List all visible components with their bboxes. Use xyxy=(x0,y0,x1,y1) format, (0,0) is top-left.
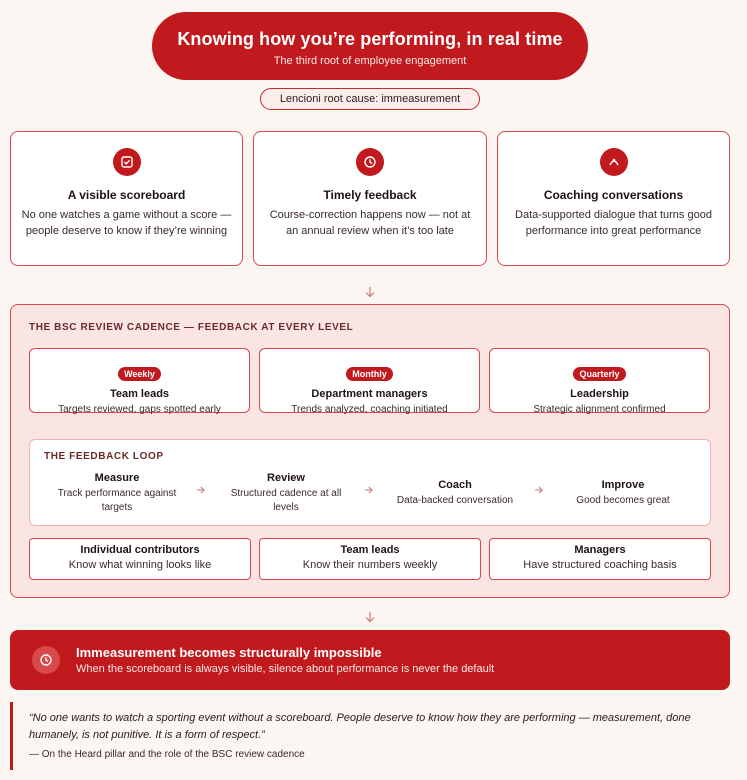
banner-title: Immeasurement becomes structurally impossible xyxy=(76,645,382,660)
banner-description: When the scoreboard is always visible, silence about performance is never the default xyxy=(76,663,495,675)
quote-text: “No one wants to watch a sporting event without a scoreboard. People deserve to know how they are performing — measurement, done humanely, is not punitive. It is a form of respect.” xyxy=(29,712,691,741)
coach-icon xyxy=(600,148,628,176)
arrow-right-icon xyxy=(534,485,544,495)
loop-step-review xyxy=(220,472,352,515)
feedback-loop xyxy=(29,439,711,526)
step-title: Improve xyxy=(601,479,645,491)
step-description: Good becomes great xyxy=(576,495,670,506)
loop-step-improve xyxy=(558,479,688,508)
outcome-description: Know their numbers weekly xyxy=(302,559,438,571)
outcome-title: Individual contributors xyxy=(80,544,200,556)
step-description: Structured cadence at all levels xyxy=(230,488,342,513)
tier-title: Leadership xyxy=(570,388,629,400)
pillar-card-scoreboard xyxy=(10,131,243,266)
outcome-managers xyxy=(489,538,711,580)
arrow-down-icon xyxy=(362,610,378,624)
frequency-badge: Weekly xyxy=(118,367,161,381)
pillar-description: No one watches a game without a score — people deserve to know if they’re winning xyxy=(21,209,232,237)
cadence-label: THE BSC REVIEW CADENCE — FEEDBACK AT EVERY LEVEL xyxy=(29,322,354,333)
arrow-down-icon xyxy=(362,285,378,299)
clock-icon xyxy=(356,148,384,176)
frequency-badge: Monthly xyxy=(346,367,393,381)
loop-step-coach xyxy=(384,479,526,508)
tier-monthly xyxy=(259,348,480,413)
step-title: Coach xyxy=(438,479,472,491)
tier-weekly xyxy=(29,348,250,413)
root-cause-pill: Lencioni root cause: immeasurement xyxy=(260,88,480,110)
outcome-title: Team leads xyxy=(340,544,400,556)
page-title: Knowing how you’re performing, in real time xyxy=(177,29,563,49)
outcome-individual-contributors xyxy=(29,538,251,580)
clock-icon xyxy=(32,646,60,674)
feedback-loop-label: THE FEEDBACK LOOP xyxy=(44,451,164,462)
tier-title: Department managers xyxy=(311,388,428,400)
frequency-badge: Quarterly xyxy=(573,367,625,381)
tier-description: Trends analyzed, coaching initiated xyxy=(291,404,448,415)
tier-title: Team leads xyxy=(109,388,170,400)
pull-quote xyxy=(10,702,730,770)
pillar-card-coaching xyxy=(497,131,730,266)
outcome-description: Have structured coaching basis xyxy=(523,559,677,571)
pillar-title: A visible scoreboard xyxy=(67,188,186,202)
pillar-title: Coaching conversations xyxy=(543,188,684,202)
page-subtitle: The third root of employee engagement xyxy=(273,55,467,67)
pillar-card-feedback xyxy=(253,131,487,266)
step-description: Track performance against targets xyxy=(57,488,177,513)
scoreboard-icon xyxy=(113,148,141,176)
tier-description: Strategic alignment confirmed xyxy=(533,404,666,415)
hero-banner xyxy=(152,12,588,80)
tier-quarterly xyxy=(489,348,710,413)
outcome-description: Know what winning looks like xyxy=(68,559,212,571)
outcome-title: Managers xyxy=(574,544,626,556)
quote-attribution: — On the Heard pillar and the role of the BSC review cadence xyxy=(29,749,305,760)
pillar-title: Timely feedback xyxy=(323,188,417,202)
tier-description: Targets reviewed, gaps spotted early xyxy=(58,404,221,415)
loop-step-measure xyxy=(46,472,188,515)
step-title: Measure xyxy=(94,472,140,484)
step-description: Data-backed conversation xyxy=(396,495,514,506)
outcome-team-leads xyxy=(259,538,481,580)
pillar-description: Data-supported dialogue that turns good performance into great performance xyxy=(515,209,712,237)
pillar-description: Course-correction happens now — not at an annual review when it’s too late xyxy=(269,209,471,237)
step-title: Review xyxy=(267,472,305,484)
arrow-right-icon xyxy=(364,485,374,495)
outcome-banner xyxy=(10,630,730,690)
bsc-review-cadence-panel xyxy=(10,304,730,598)
arrow-right-icon xyxy=(196,485,206,495)
